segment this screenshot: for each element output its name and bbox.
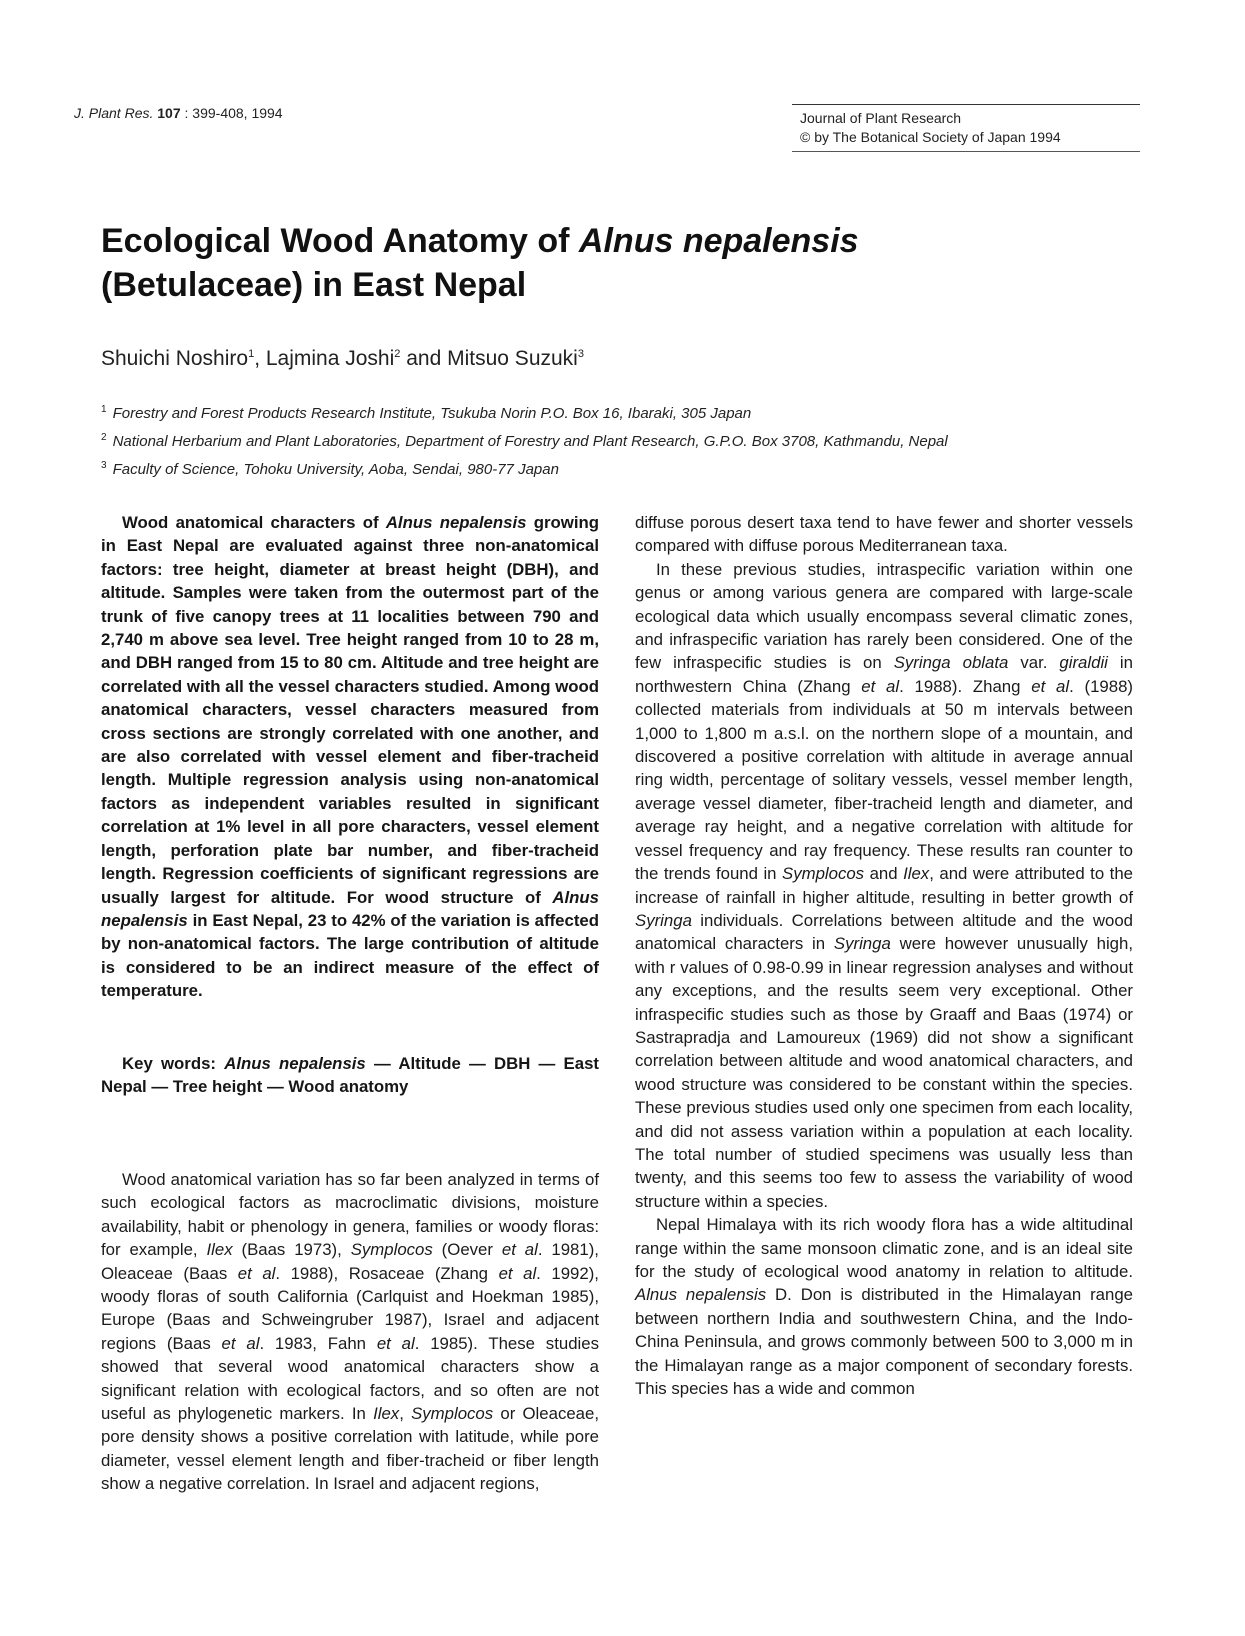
text-run: Nepal Himalaya with its rich woody flora has a wide altitudinal range within the same monsoon climatic zone, and is an ideal site for the study of ecological wood anatomy in relation to altitude. (635, 1215, 1133, 1281)
italic-text: et al (1031, 676, 1070, 696)
author-mark: 3 (577, 348, 584, 360)
text-run: var. (1008, 653, 1060, 673)
affiliation (101, 426, 948, 454)
italic-text: giraldii (1059, 653, 1108, 673)
author (101, 347, 254, 370)
body-paragraph (635, 558, 1133, 1213)
title-species: Alnus nepalensis (578, 222, 859, 260)
author (447, 347, 584, 370)
italic-text: et al (221, 1333, 260, 1353)
italic-text: Alnus nepalensis (635, 1285, 767, 1305)
text-run: . 1988). Zhang (899, 676, 1032, 696)
text-run: Wood anatomical characters of (122, 513, 386, 532)
text-run: , (399, 1404, 412, 1424)
text-run: . 1992), woody floras of south California (Carlquist and Hoekman 1985), Europe (Baas and Schweingruber 1987), Israel and adjacent regions (Baas (101, 1263, 599, 1353)
page-title (101, 219, 1001, 307)
affiliation-text: Faculty of Science, Tohoku University, Aoba, Sendai, 980-77 Japan (112, 461, 559, 478)
italic-text: et al (237, 1263, 276, 1283)
body-column-right (635, 511, 1133, 1400)
author-name: Mitsuo Suzuki (447, 347, 578, 370)
italic-text: Syringa oblata (893, 653, 1009, 673)
journal-citation (74, 105, 283, 121)
italic-text: Symplocos (350, 1240, 433, 1260)
journal-info-box (792, 104, 1140, 152)
text-run: individuals. Correlations between altitude and the wood anatomical characters in (635, 910, 1133, 954)
body-paragraph (101, 1168, 599, 1496)
text-run: growing in East Nepal are evaluated against three non-anatomical factors: tree height, diameter at breast height (DBH), and altitude. Samples were taken from the outermost part of the trunk of five canopy trees at 11 localities between 790 and 2,740 m above sea level. Tree height ranged from 10 to 28 m, and DBH ranged from 15 to 80 cm. Altitude and tree height are correlated with all the vessel characters studied. Among wood anatomical characters, vessel characters measured from cross sections are strongly correlated with one another, and are also correlated with vessel element and fiber-tracheid length. Multiple regression analysis using non-anatomical factors as independent variables resulted in significant correlation at 1% level in all pore characters, vessel element length, perforation plate bar number, and fiber-tracheid length. Regression coefficients of significant regressions are usually largest for altitude. For wood structure of (101, 513, 599, 907)
citation-volume: 107 (157, 105, 181, 121)
text-run: In these previous studies, intraspecific variation within one genus or among various genera are compared with large-scale ecological data which usually encompass several climatic zones, and infraspecific variation has rarely been considered. One of the few infraspecific studies is on (635, 559, 1133, 673)
affiliation-mark: 1 (101, 404, 107, 415)
affiliation-list (101, 398, 948, 482)
body-paragraph (635, 511, 1133, 558)
copyright-notice: © by The Botanical Society of Japan 1994 (800, 129, 1061, 145)
citation-journal: J. Plant Res. (74, 105, 154, 121)
author-separator: and (400, 347, 448, 370)
italic-text: Symplocos (411, 1404, 494, 1424)
text-run: were however unusually high, with r values of 0.98-0.99 in linear regression analyses and without any exceptions, and the results seem very exceptional. Other infraspecific studies such as those by Graaff and Baas (1974) or Sastrapradja and Lamoureux (1969) did not show a significant correlation between altitude and wood anatomical characters, and wood structure was considered to be constant within the species. These previous studies used only one specimen from each locality, and did not assess variation within a population at each locality. The total number of studied specimens was usually less than twenty, and this seems too few to assess the variability of wood structure within a species. (635, 934, 1133, 1211)
text-run: in northwestern China (Zhang (635, 653, 1133, 696)
keywords (101, 1052, 599, 1099)
author-separator: , (254, 347, 266, 370)
text-run: (Oever (432, 1240, 502, 1260)
text-run: — Altitude — DBH — East Nepal — Tree height — Wood anatomy (101, 1054, 599, 1097)
text-run: . 1983, Fahn (259, 1333, 377, 1353)
affiliation-text: National Herbarium and Plant Laboratories, Department of Forestry and Plant Research, G.P.O. Box 3708, Kathmandu, Nepal (112, 433, 948, 450)
author-name: Shuichi Noshiro (101, 347, 249, 370)
abstract (101, 511, 599, 1003)
author-mark: 1 (248, 348, 255, 360)
author-list (101, 347, 584, 371)
text-run: in East Nepal, 23 to 42% of the variation is affected by non-anatomical factors. The large contribution of altitude is considered to be an indirect measure of the effect of temperature. (101, 910, 599, 1001)
italic-text: Ilex (206, 1240, 233, 1260)
italic-text: Symplocos (782, 864, 865, 884)
text-run: or Oleaceae, pore density shows a positive correlation with latitude, while pore diameter, vessel element length and fiber-tracheid or fiber length show a negative correlation. In Israel and adjacent regions, (101, 1404, 600, 1494)
body-paragraph (635, 1213, 1133, 1400)
author-name: Lajmina Joshi (265, 347, 395, 370)
italic-text: et al (861, 676, 900, 696)
text-run: D. Don is distributed in the Himalayan range between northern India and southwestern China, and the Indo-China Peninsula, and grows commonly between 500 to 3,000 m in the Himalayan range as a major component of secondary forests. This species has a wide and common (635, 1285, 1133, 1399)
journal-name: Journal of Plant Research (800, 110, 962, 126)
affiliation-mark: 2 (101, 432, 107, 443)
keywords-paragraph (101, 1052, 599, 1099)
affiliation-text: Forestry and Forest Products Research Institute, Tsukuba Norin P.O. Box 16, Ibaraki, 305 Japan (112, 405, 752, 422)
title-line-2: (Betulaceae) in East Nepal (101, 266, 527, 304)
italic-text: Alnus nepalensis (224, 1054, 366, 1073)
italic-text: Syringa (635, 910, 692, 930)
italic-text: Alnus nepalensis (385, 513, 527, 532)
text-run: (Baas 1973), (232, 1240, 351, 1260)
author (266, 347, 401, 370)
italic-text: Alnus nepalensis (101, 887, 599, 930)
italic-text: et al (501, 1240, 538, 1260)
text-run: . (1988) collected materials from individuals at 50 m intervals between 1,000 to 1,800 m a.s.l. on the northern slope of a mountain, and discovered a positive correlation with altitude in average annual ring width, percentage of solitary vessels, vessel member length, average vessel diameter, fiber-tracheid length and diameter, and average ray height, and a negative correlation with altitude for vessel frequency and ray frequency. These results ran counter to the trends found in (635, 676, 1133, 884)
citation-pages: : 399-408, 1994 (184, 105, 283, 121)
italic-text: Ilex (373, 1404, 400, 1424)
text-run: . 1985). These studies showed that several wood anatomical characters show a significant relation with ecological factors, and so often are not useful as phylogenetic markers. In (101, 1333, 599, 1424)
author-mark: 2 (394, 348, 401, 360)
italic-text: Syringa (833, 934, 891, 954)
text-run: . 1981), Oleaceae (Baas (101, 1240, 599, 1283)
affiliation (101, 398, 948, 426)
text-run: Wood anatomical variation has so far been analyzed in terms of such ecological factors as macroclimatic divisions, moisture availability, habit or phenology in genera, families or woody floras: for example, (101, 1170, 599, 1260)
italic-text: et al (376, 1333, 415, 1353)
affiliation (101, 454, 948, 482)
italic-text: Ilex (903, 864, 930, 884)
text-run: and (864, 864, 904, 884)
italic-text: et al (498, 1263, 537, 1283)
affiliation-mark: 3 (101, 460, 107, 471)
body-column-left (101, 1168, 599, 1496)
text-run: Key words: (122, 1054, 225, 1073)
text-run: diffuse porous desert taxa tend to have fewer and shorter vessels compared with diffuse porous Mediterranean taxa. (635, 513, 1133, 556)
text-run: , and were attributed to the increase of rainfall in higher altitude, resulting in better growth of (635, 864, 1133, 907)
abstract-paragraph (101, 511, 599, 1003)
title-prefix: Ecological Wood Anatomy of (101, 222, 579, 260)
text-run: . 1988), Rosaceae (Zhang (275, 1263, 499, 1283)
